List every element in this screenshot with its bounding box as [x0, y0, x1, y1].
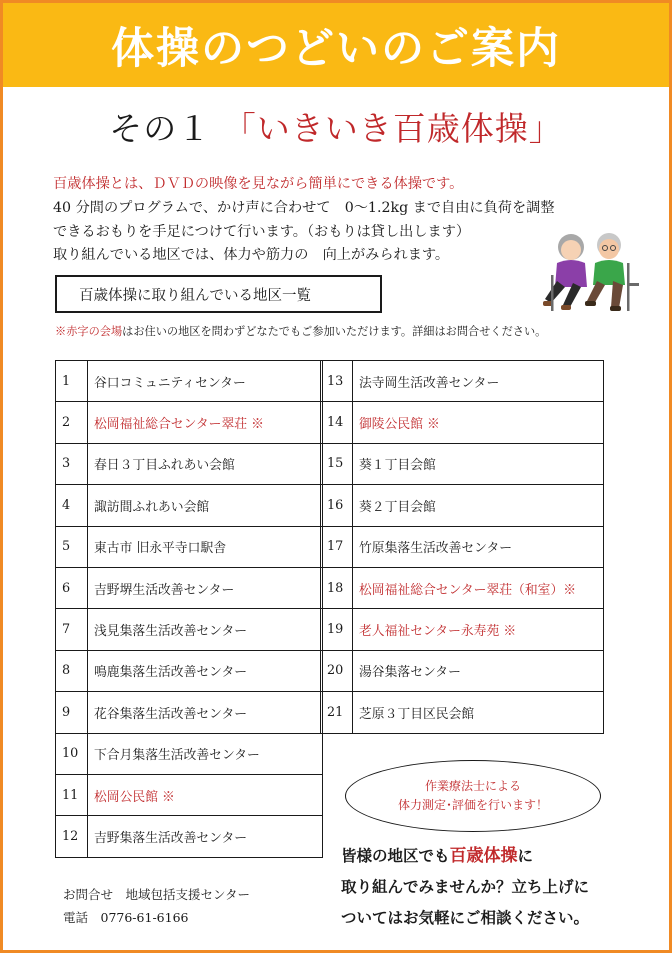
district-row [321, 567, 604, 608]
district-row [56, 361, 323, 402]
district-name: 芝原３丁目区民会館 [353, 692, 604, 733]
cta-line-2: 取り組んでみませんか？立ち上げに [341, 878, 590, 896]
district-name: 東古市 旧永平寺口駅舎 [88, 526, 323, 567]
district-row [56, 774, 323, 815]
district-row [56, 485, 323, 526]
open-venue-note [55, 323, 546, 339]
callout-line-2: 体力測定･評価を行います！ [397, 798, 548, 812]
assessment-callout [345, 760, 601, 832]
district-number: 19 [321, 609, 353, 650]
district-list-header: 百歳体操に取り組んでいる地区一覧 [55, 275, 382, 313]
subtitle [3, 103, 669, 150]
district-name: 松岡公民館 ※ [88, 774, 323, 815]
district-row [321, 443, 604, 484]
district-number: 11 [56, 774, 88, 815]
intro-line-1: 百歳体操とは、ＤＶＤの映像を見ながら簡単にできる体操です。 [53, 176, 464, 192]
intro-line-2: 40 分間のプログラムで、かけ声に合わせて 0～1.2kg まで自由に負荷を調整 [53, 199, 555, 216]
contact-info [63, 883, 250, 929]
district-row [56, 443, 323, 484]
district-row [321, 609, 604, 650]
subtitle-prefix: その１ [109, 109, 212, 148]
district-name: 浅見集落生活改善センター [88, 609, 323, 650]
district-row [56, 567, 323, 608]
district-name: 葵１丁目会館 [353, 443, 604, 484]
district-row [56, 526, 323, 567]
district-number: 16 [321, 485, 353, 526]
district-number: 4 [56, 485, 88, 526]
district-number: 2 [56, 402, 88, 443]
district-name: 老人福祉センター永寿苑 ※ [353, 609, 604, 650]
district-number: 5 [56, 526, 88, 567]
district-number: 20 [321, 650, 353, 691]
cta-line-1a: 皆様の地区でも [341, 847, 450, 865]
district-number: 14 [321, 402, 353, 443]
district-name: 松岡福祉総合センター翠荘 ※ [88, 402, 323, 443]
district-name: 御陵公民館 ※ [353, 402, 604, 443]
district-number: 10 [56, 733, 88, 774]
intro-line-4: 取り組んでいる地区では、体力や筋力の 向上がみられます。 [53, 247, 450, 264]
district-name: 花谷集落生活改善センター [88, 692, 323, 733]
district-number: 6 [56, 567, 88, 608]
district-name: 谷口コミュニティセンター [88, 361, 323, 402]
district-row [56, 733, 323, 774]
district-name: 鳴鹿集落生活改善センター [88, 650, 323, 691]
district-row [321, 650, 604, 691]
district-row [321, 485, 604, 526]
district-number: 9 [56, 692, 88, 733]
district-number: 7 [56, 609, 88, 650]
district-number: 1 [56, 361, 88, 402]
district-row [321, 402, 604, 443]
district-name: 吉野堺生活改善センター [88, 567, 323, 608]
cta-highlight: 百歳体操 [449, 846, 518, 866]
intro-text [53, 173, 613, 268]
district-name: 春日３丁目ふれあい会館 [88, 443, 323, 484]
district-number: 18 [321, 567, 353, 608]
district-row [321, 692, 604, 733]
district-name: 諏訪間ふれあい会館 [88, 485, 323, 526]
district-number: 17 [321, 526, 353, 567]
district-name: 下合月集落生活改善センター [88, 733, 323, 774]
district-table-left [55, 360, 323, 858]
district-table-right [320, 360, 604, 734]
note-red-text: ※赤字の会場 [55, 325, 123, 338]
contact-office: お問合せ 地域包括支援センター [63, 887, 251, 902]
district-name: 葵２丁目会館 [353, 485, 604, 526]
intro-line-3: できるおもりを手足につけて行います。（おもりは貸し出します） [53, 223, 471, 240]
district-name: 松岡福祉総合センター翠荘（和室）※ [353, 567, 604, 608]
district-row [56, 650, 323, 691]
district-row [56, 402, 323, 443]
district-number: 12 [56, 816, 88, 857]
district-name: 吉野集落生活改善センター [88, 816, 323, 857]
cta-line-3: ついてはお気軽にご相談ください。 [341, 909, 590, 927]
contact-phone: 電話 0776-61-6166 [63, 910, 189, 925]
cta-line-1b: に [517, 847, 534, 865]
district-name: 湯谷集落センター [353, 650, 604, 691]
cta-line-1 [341, 841, 589, 872]
district-number: 13 [321, 361, 353, 402]
district-number: 21 [321, 692, 353, 733]
district-row [56, 816, 323, 857]
page-title: 体操のつどいのご案内 [111, 23, 561, 74]
callout-line-1: 作業療法士による [424, 779, 521, 793]
elderly-couple-illustration [537, 223, 641, 315]
district-number: 3 [56, 443, 88, 484]
district-row [56, 609, 323, 650]
title-banner [3, 3, 669, 87]
call-to-action [341, 841, 589, 934]
district-name: 竹原集落生活改善センター [353, 526, 604, 567]
district-row [321, 526, 604, 567]
district-row [321, 361, 604, 402]
district-number: 8 [56, 650, 88, 691]
note-text: はお住いの地区を問わずどなたでもご参加いただけます。詳細はお問合せください。 [122, 325, 547, 338]
district-name: 法寺岡生活改善センター [353, 361, 604, 402]
district-row [56, 692, 323, 733]
district-number: 15 [321, 443, 353, 484]
subtitle-program-name: 「いきいき百歳体操」 [222, 109, 563, 148]
